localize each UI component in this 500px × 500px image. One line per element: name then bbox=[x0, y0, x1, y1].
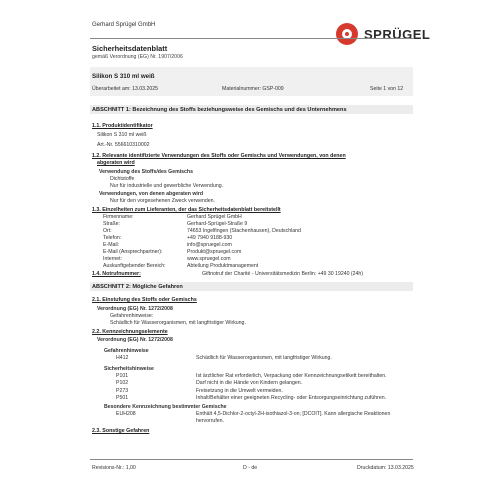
subsection-1-4-title: 1.4. Notrufnummer: bbox=[92, 271, 141, 277]
subsection-1-3-title: 1.3. Einzelheiten zum Lieferanten, der das Sicherheitsdatenblatt bereitstellt bbox=[92, 207, 281, 213]
special-labelling-label: Besondere Kennzeichnung bestimmter Gemische bbox=[104, 404, 227, 410]
use-item-1: Dichtstoffe bbox=[110, 176, 135, 182]
revision-date: Überarbeitet am: 13.03.2025 bbox=[92, 86, 159, 92]
logo-mark-icon bbox=[336, 23, 358, 45]
supplier-label: Straße: bbox=[103, 221, 121, 227]
header-divider bbox=[90, 38, 413, 39]
precautionary-code: P501 bbox=[116, 395, 129, 402]
use-item-2: Nur für industrielle und gewerbliche Verwendung. bbox=[110, 183, 224, 189]
precautionary-label: Sicherheitshinweise bbox=[104, 366, 154, 372]
euh-code: EUH208 bbox=[116, 411, 136, 417]
classification-hazard-text: Schädlich für Wasserorganismen, mit langfristiger Wirkung. bbox=[110, 320, 246, 326]
euh-text-line-1: Enthält 4,5-Dichlor-2-octyl-2H-isothiazol-3-on; [DCOIT]. Kann allergische Reaktionen bbox=[196, 411, 391, 417]
precautionary-text: Freisetzung in die Umwelt vermeiden. bbox=[196, 387, 283, 394]
page-indicator: Seite 1 von 12 bbox=[370, 86, 404, 92]
classification-hazard-label: Gefahrenhinweise: bbox=[110, 313, 154, 319]
subsection-1-2-title: 1.2. Relevante identifizierte Verwendungen des Stoffs oder Gemischs und Verwendungen, von denen bbox=[92, 153, 346, 159]
logo-text: SPRÜGEL bbox=[364, 26, 431, 42]
article-number: Art.-Nr. 556610310002 bbox=[97, 142, 150, 148]
supplier-label: E-Mail: bbox=[103, 242, 120, 248]
use-label: Verwendung des Stoffs/des Gemischs bbox=[99, 169, 193, 175]
subsection-2-1-title: 2.1. Einstufung des Stoffs oder Gemischs bbox=[92, 297, 197, 303]
subsection-1-1-title: 1.1. Produktidentifikator bbox=[92, 123, 153, 129]
supplier-label: Internet: bbox=[103, 256, 123, 262]
labelling-regulation: Verordnung (EG) Nr. 1272/2008 bbox=[97, 337, 173, 343]
subsection-2-3-title: 2.3. Sonstige Gefahren bbox=[92, 428, 150, 434]
advised-against-label: Verwendungen, von denen abgeraten wird bbox=[99, 191, 204, 197]
precautionary-text: Ist ärztlicher Rat erforderlich, Verpackung oder Kennzeichnungsetikett bereithalten. bbox=[196, 373, 387, 379]
supplier-value: +49 7940 9188-930 bbox=[187, 235, 233, 241]
subsection-1-2-title-cont: abgeraten wird bbox=[97, 160, 135, 166]
advised-against-item: Nur für den vorgesehenen Zweck verwenden. bbox=[110, 198, 215, 204]
revision-number: Revisions-Nr.: 1,00 bbox=[92, 465, 136, 471]
precautionary-code: P101 bbox=[116, 373, 129, 379]
supplier-label: Ort: bbox=[103, 228, 112, 234]
supplier-label: Firmenname: bbox=[103, 214, 134, 220]
supplier-label: Auskunftgebender Bereich: bbox=[103, 263, 166, 269]
supplier-label: Telefon: bbox=[103, 235, 122, 241]
classification-regulation: Verordnung (EG) Nr. 1272/2008 bbox=[97, 306, 173, 312]
supplier-value: www.spruegel.com bbox=[187, 256, 231, 262]
precautionary-code: P102 bbox=[116, 380, 129, 387]
precautionary-text: Darf nicht in die Hände von Kindern gelangen. bbox=[196, 380, 303, 387]
precautionary-code: P273 bbox=[116, 387, 129, 394]
regulation-line: gemäß Verordnung (EG) Nr. 1907/2006 bbox=[92, 54, 183, 60]
supplier-value: 74653 Ingelfingen (Stachenhausen), Deutschland bbox=[187, 228, 301, 234]
supplier-label: E-Mail (Ansprechpartner): bbox=[103, 249, 163, 255]
hazard-code: H412 bbox=[116, 355, 129, 361]
product-identifier: Silikon S 310 ml weiß bbox=[97, 132, 147, 138]
euh-text-line-2: hervorrufen. bbox=[196, 418, 224, 424]
subsection-2-2-title: 2.2. Kennzeichnungselemente bbox=[92, 329, 168, 335]
product-name: Silikon S 310 ml weiß bbox=[92, 73, 155, 80]
supplier-value: Produkt@spruegel.com bbox=[187, 249, 242, 255]
precautionary-text: Inhalt/Behälter einer geeigneten Recycling- oder Entsorgungseinrichtung zuführen. bbox=[196, 395, 387, 402]
hazard-statements-label: Gefahrenhinweise bbox=[104, 348, 149, 354]
print-date: Druckdatum: 13.03.2025 bbox=[357, 465, 414, 471]
section-2-title: ABSCHNITT 2: Mögliche Gefahren bbox=[92, 284, 183, 290]
emergency-number: Giftnotruf der Charité - Universitätsmedizin Berlin: +49 30 19240 (24h) bbox=[202, 271, 364, 277]
supplier-value: Abteilung Produktmanagement bbox=[187, 263, 259, 269]
supplier-value: Gerhard Sprügel GmbH bbox=[187, 214, 242, 220]
language-code: D - de bbox=[243, 465, 258, 471]
company-name: Gerhard Sprügel GmbH bbox=[92, 22, 156, 28]
document-title: Sicherheitsdatenblatt bbox=[92, 44, 168, 53]
footer-divider bbox=[90, 459, 413, 460]
supplier-value: info@spruegel.com bbox=[187, 242, 232, 248]
brand-logo bbox=[336, 23, 430, 45]
material-number: Materialnummer: GSP-009 bbox=[222, 86, 284, 92]
supplier-value: Gerhard-Sprügel-Straße 9 bbox=[187, 221, 248, 227]
hazard-text: Schädlich für Wasserorganismen, mit langfristiger Wirkung. bbox=[196, 355, 332, 361]
section-1-title: ABSCHNITT 1: Bezeichnung des Stoffs beziehungsweise des Gemischs und des Unternehmens bbox=[92, 107, 347, 113]
